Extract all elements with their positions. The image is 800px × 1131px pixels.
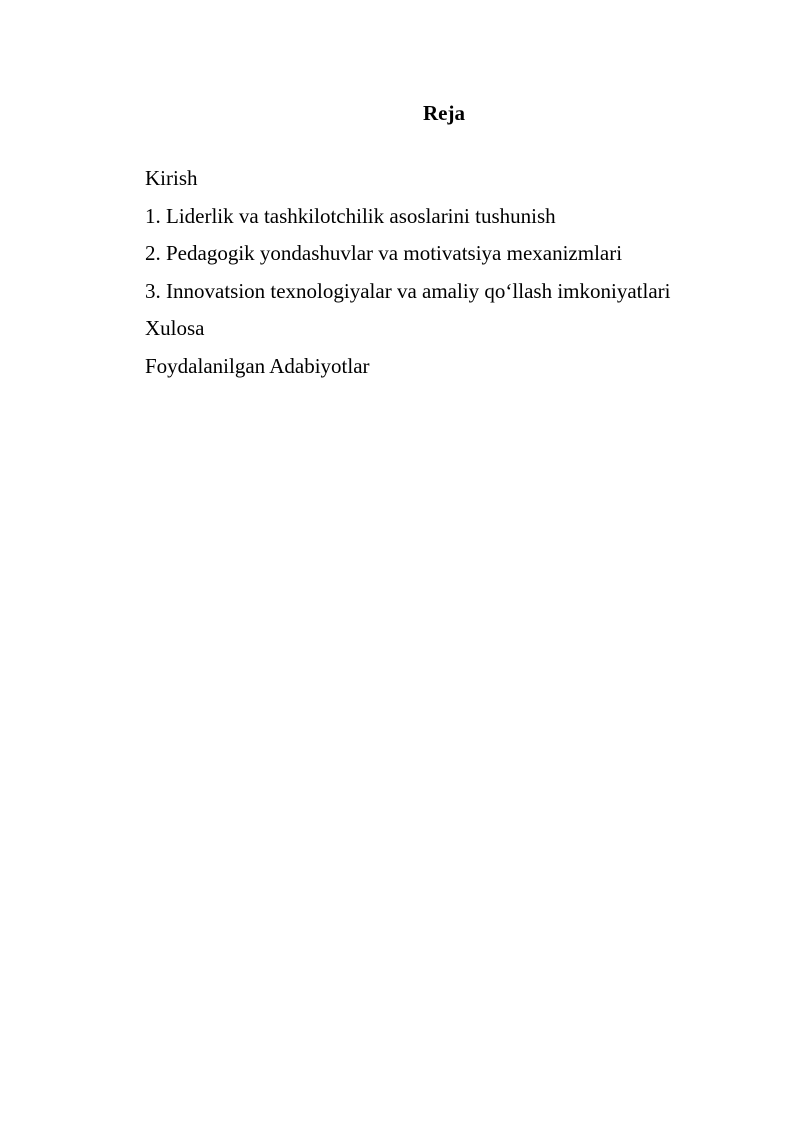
- toc-item-chapter-1: 1. Liderlik va tashkilotchilik asoslarini tushunish: [145, 203, 556, 228]
- toc-item-introduction: Kirish: [145, 166, 198, 190]
- toc-item-chapter-2: 2. Pedagogik yondashuvlar va motivatsiya mexanizmlari: [145, 241, 623, 265]
- toc-item-references: Foydalanilgan Adabiyotlar: [145, 353, 370, 378]
- toc-item-conclusion: Xulosa: [145, 316, 205, 340]
- table-of-contents: [145, 160, 670, 385]
- toc-item-chapter-3: 3. Innovatsion texnologiyalar va amaliy qo‘llash imkoniyatlari: [145, 278, 671, 303]
- page-title: Reja: [423, 101, 465, 125]
